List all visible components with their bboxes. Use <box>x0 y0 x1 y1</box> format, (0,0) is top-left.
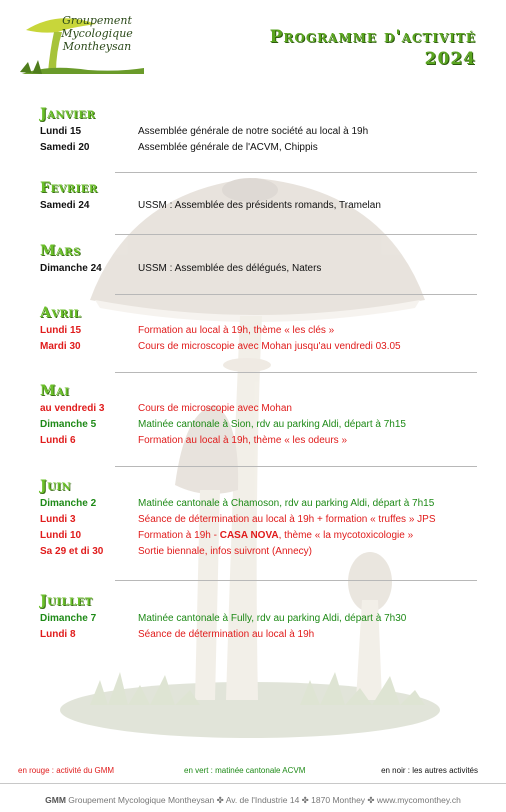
event-date: Sa 29 et di 30 <box>40 546 104 557</box>
month-section-juin <box>40 476 476 560</box>
month-section-avril <box>40 303 476 355</box>
month-section-juillet <box>40 591 476 643</box>
event-date: Samedi 24 <box>40 200 90 211</box>
event-row <box>40 512 476 528</box>
event-text-part: Formation à 19h - <box>138 530 220 541</box>
event-text: Assemblée générale de notre société au local à 19h <box>138 126 369 137</box>
footer-address: Av. de l'Industrie 14 <box>225 795 300 805</box>
logo-text <box>52 14 142 53</box>
event-text: Sortie biennale, infos suivront (Annecy) <box>138 546 312 557</box>
page-title-year: 2024 <box>424 49 476 69</box>
legend-red: en rouge : activité du GMM <box>18 766 115 775</box>
event-date: Dimanche 2 <box>40 498 97 509</box>
event-date: Mardi 30 <box>40 341 81 352</box>
event-text: Matinée cantonale à Sion, rdv au parking Aldi, départ à 7h15 <box>138 419 406 430</box>
month-heading: Avril <box>40 305 82 321</box>
month-section-mai <box>40 381 476 449</box>
event-date: Samedi 20 <box>40 142 90 153</box>
event-text: Assemblée générale de l'ACVM, Chippis <box>138 142 318 153</box>
legend-black: en noir : les autres activités <box>381 766 478 775</box>
event-row <box>40 261 476 277</box>
month-heading: Mars <box>40 243 81 259</box>
section-divider <box>115 466 477 467</box>
month-section-janvier <box>40 104 476 156</box>
footer-org-prefix: GMM <box>45 795 66 805</box>
event-text: USSM : Assemblée des délégués, Naters <box>138 263 322 274</box>
event-row <box>40 528 476 544</box>
event-text: Matinée cantonale à Chamoson, rdv au parking Aldi, départ à 7h15 <box>138 498 435 509</box>
event-row <box>40 401 476 417</box>
section-divider <box>115 172 477 173</box>
event-date: Lundi 15 <box>40 325 82 336</box>
month-section-fevrier <box>40 178 476 214</box>
event-date: au vendredi 3 <box>40 403 105 414</box>
month-heading: Juin <box>40 478 72 494</box>
month-section-mars <box>40 241 476 277</box>
section-divider <box>115 580 477 581</box>
month-heading: Fevrier <box>40 180 98 196</box>
event-text-part: , thème « la mycotoxicologie » <box>278 530 414 541</box>
footer-city: 1870 Monthey <box>311 795 366 805</box>
event-date: Dimanche 24 <box>40 263 102 274</box>
logo-line-1: Groupement <box>62 14 132 27</box>
footer-org-name: Groupement Mycologique Montheysan <box>68 795 215 805</box>
event-date: Lundi 3 <box>40 514 76 525</box>
event-row <box>40 496 476 512</box>
event-row <box>40 611 476 627</box>
event-venue-highlight: CASA NOVA <box>219 530 279 541</box>
event-row <box>40 124 476 140</box>
clover-icon: ✤ <box>216 795 224 805</box>
event-text <box>138 528 476 544</box>
logo-line-2: Mycologique <box>61 27 133 40</box>
event-text: Séance de détermination au local à 19h + formation « truffes » JPS <box>138 514 436 525</box>
section-divider <box>115 372 477 373</box>
footer-divider <box>0 783 506 784</box>
event-date: Lundi 8 <box>40 629 76 640</box>
event-row <box>40 544 476 560</box>
logo-line-3: Montheysan <box>62 40 132 53</box>
event-text: Formation au local à 19h, thème « les clés » <box>138 325 335 336</box>
month-heading: Juillet <box>40 593 93 609</box>
month-heading: Janvier <box>40 106 96 122</box>
event-row <box>40 417 476 433</box>
event-text: USSM : Assemblée des présidents romands, Tramelan <box>138 200 381 211</box>
event-row <box>40 339 476 355</box>
event-date: Lundi 15 <box>40 126 82 137</box>
event-row <box>40 140 476 156</box>
section-divider <box>115 294 477 295</box>
event-date: Dimanche 7 <box>40 613 97 624</box>
event-row <box>40 627 476 643</box>
event-text: Matinée cantonale à Fully, rdv au parking Aldi, départ à 7h30 <box>138 613 407 624</box>
event-date: Dimanche 5 <box>40 419 97 430</box>
event-row <box>40 433 476 449</box>
event-text: Formation au local à 19h, thème « les odeurs » <box>138 435 348 446</box>
month-heading: Mai <box>40 383 70 399</box>
event-row <box>40 323 476 339</box>
clover-icon: ✤ <box>367 795 375 805</box>
legend-green: en vert : matinée cantonale ACVM <box>184 766 306 775</box>
event-date: Lundi 10 <box>40 530 82 541</box>
event-date: Lundi 6 <box>40 435 76 446</box>
page-title <box>270 26 476 70</box>
event-text: Cours de microscopie avec Mohan jusqu'au vendredi 03.05 <box>138 341 401 352</box>
event-text: Séance de détermination au local à 19h <box>138 629 315 640</box>
clover-icon: ✤ <box>301 795 309 805</box>
event-row <box>40 198 476 214</box>
event-text: Cours de microscopie avec Mohan <box>138 403 292 414</box>
page-title-line-1: Programme d'activité <box>269 27 476 47</box>
footer <box>0 795 506 806</box>
footer-website-link[interactable]: www.mycomonthey.ch <box>376 795 461 805</box>
section-divider <box>115 234 477 235</box>
